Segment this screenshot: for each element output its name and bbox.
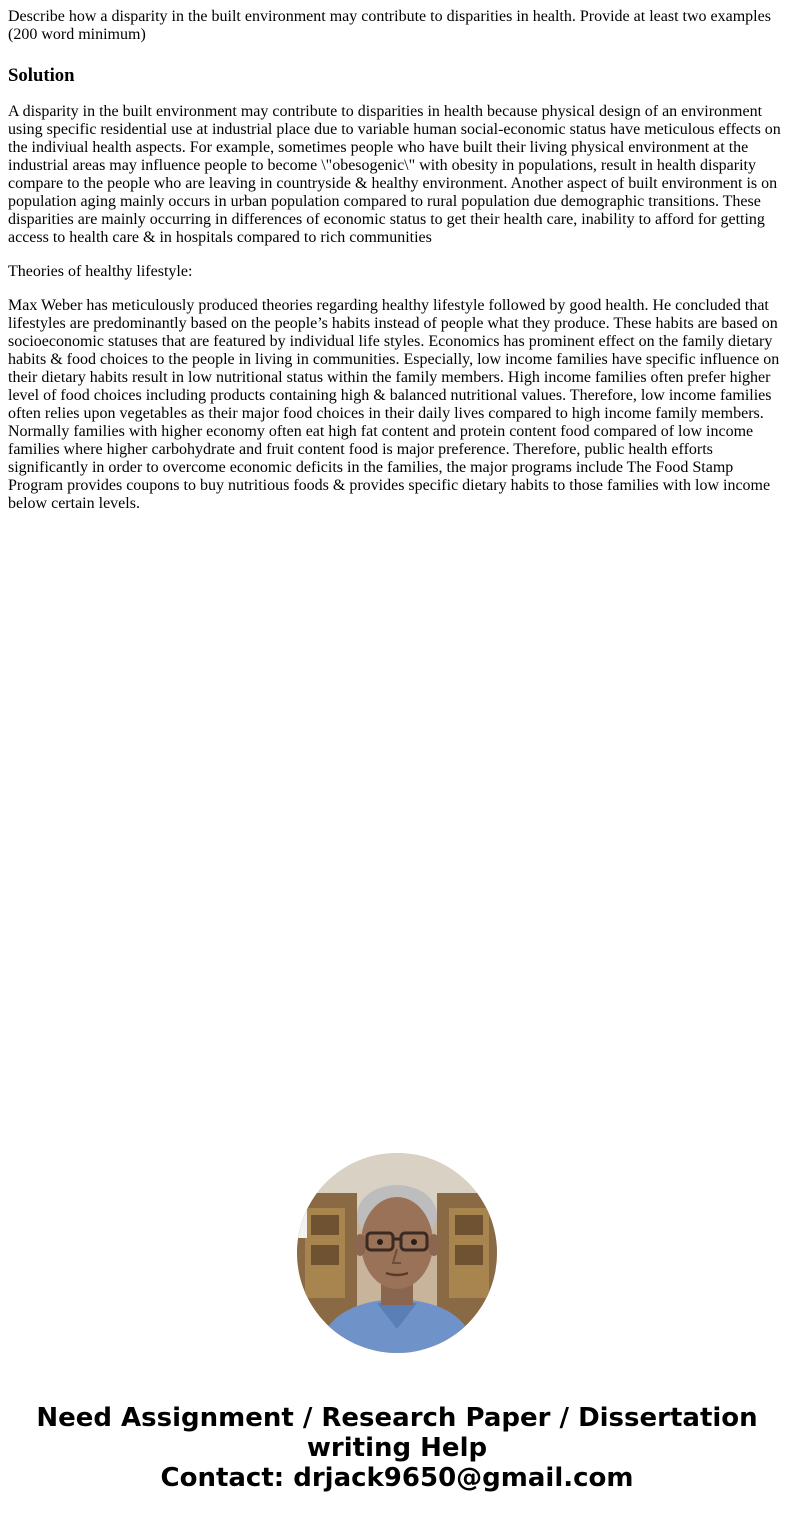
solution-heading: Solution	[8, 65, 75, 86]
section-label-theories: Theories of healthy lifestyle:	[8, 263, 193, 280]
footer-contact-email: Contact: drjack9650@gmail.com	[160, 1463, 634, 1493]
question-text: Describe how a disparity in the built environment may contribute to disparities in health. Provide at least two examples (200 word minimum)	[8, 8, 771, 43]
author-avatar	[297, 1153, 497, 1353]
footer-line-1: Need Assignment / Research Paper / Dissertation	[36, 1403, 758, 1433]
document-body	[8, 8, 786, 513]
answer-paragraph-2: Max Weber has meticulously produced theories regarding healthy lifestyle followed by good health. He concluded that lifestyles are predominantly based on the people’s habits instead of people what they produce. These habits are based on socioeconomic statuses that are featured by individual life styles. Economics has prominent effect on the family dietary habits & food choices to the people in living in communities. Especially, low income families have specific influence on their dietary habits result in low nutritional status within the family members. High income families often prefer higher level of food choices including products containing high & balanced nutritional values. Therefore, low income families often relies upon vegetables as their major food choices in their daily lives compared to high income family members. Normally families with higher economy often eat high fat content and protein content food compared of low income families where higher carbohydrate and fruit content food is major preference. Therefore, public health efforts significantly in order to overcome economic deficits in the families, the major programs include The Food Stamp Program provides coupons to buy nutritious foods & provides specific dietary habits to those families with low income below certain levels.	[8, 297, 780, 512]
footer-line-2: writing Help	[306, 1433, 488, 1463]
answer-paragraph-1: A disparity in the built environment may contribute to disparities in health because physical design of an environment using specific residential use at industrial place due to variable human social-economic status have meticulous effects on the indiviual health aspects. For example, sometimes people who have built their living physical environment at the industrial areas may influence people to become \"obesogenic\" with obesity in populations, result in health disparity compare to the people who are leaving in countryside & healthy environment. Another aspect of built environment is on population aging mainly occurs in urban population compared to rural population due demographic transitions. These disparities are mainly occurring in differences of economic status to get their health care, inability to afford for getting access to health care & in hospitals compared to rich communities	[8, 103, 781, 246]
contact-banner	[0, 1403, 794, 1493]
